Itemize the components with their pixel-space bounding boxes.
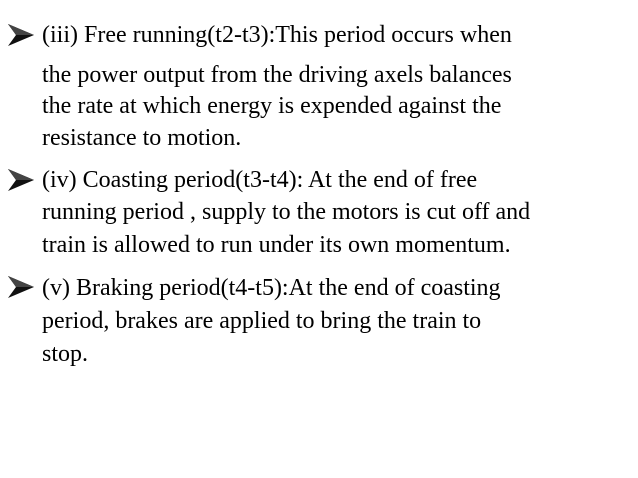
bullet-line: (iii) Free running(t2-t3):This period occurs when: [42, 22, 512, 48]
bullet-line: (v) Braking period(t4-t5):At the end of coasting: [42, 275, 501, 301]
right-arrowhead-bullet-icon: [6, 18, 40, 52]
bullet-line: train is allowed to run under its own momentum.: [42, 232, 511, 258]
bullet-line: period, brakes are applied to bring the train to: [42, 308, 482, 334]
bullet-line: stop.: [42, 341, 89, 367]
bullet-line: (iv) Coasting period(t3-t4): At the end of free: [42, 167, 478, 193]
right-arrowhead-bullet-icon: [6, 270, 40, 304]
bullet-line: the rate at which energy is expended against the: [42, 93, 502, 119]
bullet-line: resistance to motion.: [42, 125, 242, 151]
bullet-line: the power output from the driving axels balances: [42, 62, 512, 88]
bullet-line: running period , supply to the motors is cut off and: [42, 199, 531, 225]
right-arrowhead-bullet-icon: [6, 163, 40, 197]
